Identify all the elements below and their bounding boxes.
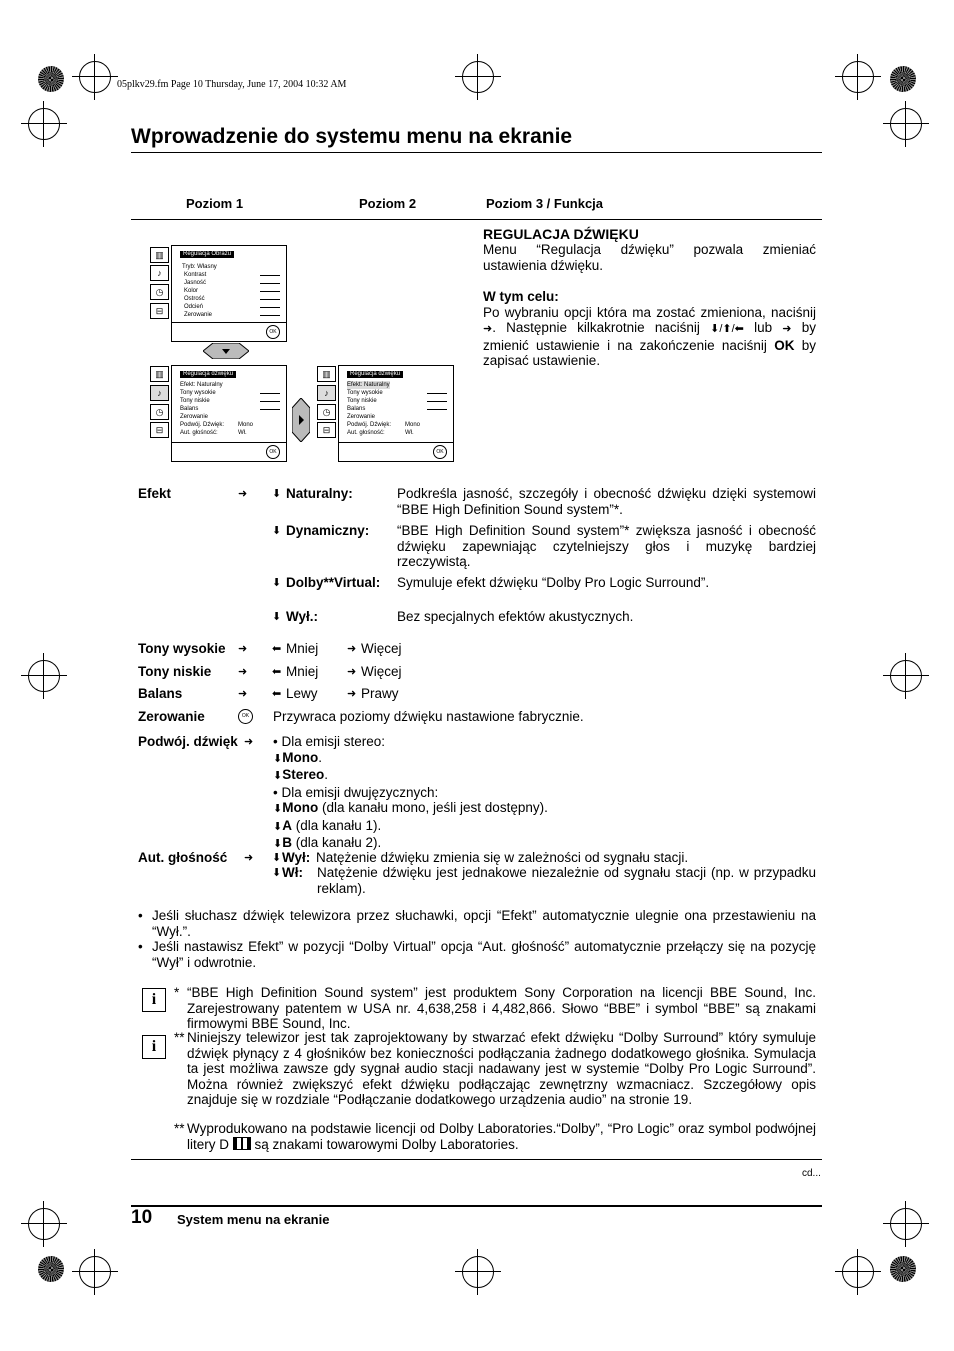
menu-item: Kolor	[184, 288, 199, 294]
registration-mark	[890, 1208, 922, 1240]
left-arrow-icon: ⬅	[272, 688, 282, 700]
slider	[427, 409, 447, 410]
option-name: B	[282, 835, 292, 850]
footnote-mark: **	[174, 1030, 185, 1045]
menu-item: Podwój. Dźwięk:	[180, 422, 225, 428]
right-arrow-icon: ➜	[238, 643, 248, 655]
option-desc: “BBE High Definition Sound system”* zwiększa jasność i obecność dźwięku zapewniając czytelniejszy głos i muzykę bardziej rzeczywistą.	[397, 523, 816, 569]
menu-value: Wł.	[238, 430, 247, 436]
efekt-label: Efekt	[138, 486, 172, 501]
menu-value: Wł.	[405, 430, 414, 436]
footer-rule	[131, 1205, 822, 1207]
setup-menu-icon[interactable]: ⊟	[317, 422, 336, 438]
picture-menu-icon[interactable]: ▥	[150, 247, 169, 263]
screen-separator	[339, 442, 453, 443]
menu-item: Podwój. Dźwięk:	[347, 422, 392, 428]
footer-section: System menu na ekranie	[177, 1212, 330, 1227]
picture-menu-screen	[171, 245, 287, 342]
menu-item: Aut. głośność:	[347, 430, 385, 436]
step-text: . Następnie kilkakrotnie naciśnij	[492, 320, 700, 335]
menu-item: Kontrast	[184, 272, 207, 278]
slider	[260, 275, 280, 276]
aut-label: Aut. głośność	[138, 850, 228, 865]
list-item: • Dla emisji dwujęzycznych:	[273, 784, 439, 800]
picture-menu-icon[interactable]: ▥	[150, 366, 169, 382]
registration-mark	[462, 1256, 494, 1288]
menu-item: Zerowanie	[184, 312, 213, 318]
menu-item: Odcień	[184, 304, 204, 310]
bullet-text: Jeśli nastawisz Efekt” w pozycji “Dolby Virtual” opcja “Aut. głośność” automatycznie przełączy się na pozycję “Wył” i odwrotnie.	[152, 939, 816, 970]
option-desc: Natężenie dźwięku jest jednakowe niezależnie od sygnału stacji (np. w przypadku reklam).	[317, 865, 816, 896]
row-right: Prawy	[361, 686, 399, 701]
list-item: • Dla emisji stereo:	[273, 734, 386, 749]
footnote-text	[187, 1121, 816, 1152]
registration-mark	[28, 108, 60, 140]
option-name: Wł:	[282, 865, 303, 880]
column-header-level3: Poziom 3 / Funkcja	[486, 196, 604, 211]
down-up-left-arrows-icon: ⬇/⬆/⬅	[710, 323, 744, 335]
picture-menu-icon[interactable]: ▥	[317, 366, 336, 382]
slider	[260, 393, 280, 394]
menu-item: Tony niskie	[347, 398, 377, 404]
registration-mark	[890, 108, 922, 140]
option-desc: Bez specjalnych efektów akustycznych.	[397, 609, 634, 624]
footnote-text: Niniejszy telewizor jest tak zaprojektowany by stwarzać efekt dźwięku “Dolby Surround” który symuluje dźwięk płynący z 4 głośników bez konieczności podłączania żadnego dodatkowego głośnika. Symulacja ta jest możliwa zawsze gdy sygnał audio stacji nadawany jest w systemie “Dolby Pro Logic Surround”. Można również zwiększyć efekt dźwięku podłączając zewnętrzny wzmacniacz. Szczegółowy opis znajduje się w rozdziale “Podłączanie dodatkowego urządzenia audio” na stronie 19.	[187, 1030, 816, 1107]
timer-menu-icon[interactable]: ◷	[150, 404, 169, 420]
column-header-rule	[131, 219, 822, 220]
sound-menu-screen-selected	[338, 365, 454, 462]
row-label: Tony niskie	[138, 664, 212, 679]
slider	[427, 393, 447, 394]
right-arrow-key-icon	[292, 398, 310, 442]
row-left: Mniej	[286, 664, 319, 679]
intro-block	[483, 226, 816, 369]
step-text: by zmienić ustawienie i na zakończenie naciśnij	[483, 320, 816, 353]
option-desc: (dla kanału mono, jeśli jest dostępny).	[318, 800, 548, 815]
sound-menu-icon[interactable]: ♪	[317, 385, 336, 401]
zerowanie-desc: Przywraca poziomy dźwięku nastawione fabrycznie.	[273, 709, 584, 724]
bullet-marker: •	[138, 908, 143, 923]
row-left: Lewy	[286, 686, 318, 701]
right-arrow-icon: ➜	[347, 688, 357, 700]
timer-menu-icon[interactable]: ◷	[150, 284, 169, 300]
option-name: Naturalny:	[286, 486, 353, 501]
menu-item: Zerowanie	[180, 414, 209, 420]
bullet-text: Jeśli słuchasz dźwięk telewizora przez słuchawki, opcji “Efekt” automatycznie ulegnie ona przestawieniu na “Wył.”.	[152, 908, 816, 939]
slider	[260, 299, 280, 300]
left-arrow-icon: ⬅	[272, 666, 282, 678]
down-arrow-icon: ⬇	[273, 752, 283, 765]
down-arrow-icon: ⬇	[273, 838, 283, 850]
menu-value: Mono	[238, 422, 254, 428]
registration-mark	[462, 61, 494, 93]
color-dial-icon	[38, 1256, 64, 1282]
registration-mark	[79, 1256, 111, 1288]
option-name: Wył:	[282, 850, 311, 865]
section-heading: REGULACJA DŹWIĘKU	[483, 226, 639, 242]
info-icon: i	[142, 1035, 166, 1059]
option-desc: Natężenie dźwięku zmienia się w zależności od sygnału stacji.	[316, 850, 689, 865]
down-arrow-icon: ⬇	[272, 867, 282, 879]
setup-menu-icon[interactable]: ⊟	[150, 422, 169, 438]
row-right: Więcej	[361, 664, 402, 679]
right-arrow-icon: ➜	[238, 688, 248, 700]
setup-menu-icon[interactable]: ⊟	[150, 303, 169, 319]
ok-icon: OK	[266, 445, 280, 459]
list-item	[273, 800, 813, 818]
step-text: lub	[754, 320, 773, 335]
down-arrow-key-icon	[203, 343, 249, 359]
registration-mark	[28, 660, 60, 692]
menu-item-selected: Efekt: Naturalny	[347, 382, 390, 388]
right-arrow-icon: ➜	[782, 323, 792, 335]
registration-mark	[79, 61, 111, 93]
option-name: Wył.:	[286, 609, 319, 624]
registration-mark	[842, 61, 874, 93]
footnote-text-part: są znakami towarowymi Dolby Laboratories.	[254, 1136, 519, 1152]
step-text: by zapisać ustawienie.	[483, 337, 816, 368]
sound-menu-icon[interactable]: ♪	[150, 385, 169, 401]
right-arrow-icon: ➜	[238, 488, 248, 500]
option-name: Mono	[282, 800, 319, 815]
right-arrow-icon: ➜	[244, 736, 254, 748]
footnote-text-part: Wyprodukowano na podstawie licencji od Dolby Laboratories.“Dolby”, “Pro Logic” oraz symbol podwójnej litery D	[187, 1121, 816, 1152]
info-icon: i	[142, 988, 166, 1012]
intro-subheading: W tym celu:	[483, 289, 559, 304]
option-desc: (dla kanału 2).	[291, 835, 382, 850]
sound-menu-icon[interactable]: ♪	[150, 265, 169, 281]
down-arrow-icon: ⬇	[272, 488, 282, 500]
continued-label: cd...	[802, 1168, 821, 1179]
color-dial-icon	[890, 66, 916, 92]
menu-item: Zerowanie	[347, 414, 376, 420]
right-arrow-icon: ➜	[244, 852, 254, 864]
podwoj-options	[273, 734, 813, 853]
ok-icon: OK	[238, 709, 253, 724]
down-arrow-icon: ⬇	[272, 852, 282, 864]
right-arrow-icon: ➜	[347, 666, 357, 678]
menu-item: Aut. głośność:	[180, 430, 218, 436]
down-arrow-icon: ⬇	[272, 525, 282, 537]
timer-menu-icon[interactable]: ◷	[317, 404, 336, 420]
list-item: ⬇Mono.	[273, 750, 813, 768]
down-arrow-icon: ⬇	[272, 577, 282, 589]
option-desc: (dla kanału 1).	[291, 817, 382, 833]
option-name: Mono	[282, 749, 319, 765]
right-arrow-icon: ➜	[483, 323, 493, 335]
slider	[260, 291, 280, 292]
slider	[427, 401, 447, 402]
option-name: A	[282, 817, 292, 833]
slider	[260, 409, 280, 410]
screen-separator	[172, 442, 286, 443]
intro-text: Menu “Regulacja dźwięku” pozwala zmieniać ustawienia dźwięku.	[483, 242, 816, 273]
footnote-mark: **	[174, 1121, 185, 1136]
menu-item: Tony niskie	[180, 398, 210, 404]
screen-title-bar: Regulacja Obrazu	[180, 251, 234, 258]
right-arrow-icon: ➜	[347, 643, 357, 655]
slider	[260, 283, 280, 284]
zerowanie-label: Zerowanie	[138, 709, 205, 724]
intro-steps	[483, 305, 816, 369]
down-arrow-icon: ⬇	[272, 611, 282, 623]
right-arrow-icon: ➜	[238, 666, 248, 678]
slider	[260, 401, 280, 402]
option-desc: Symuluje efekt dźwięku “Dolby Pro Logic Surround”.	[397, 575, 710, 590]
down-arrow-icon: ⬇	[273, 803, 283, 815]
slider	[260, 307, 280, 308]
color-dial-icon	[890, 1256, 916, 1282]
menu-item: Efekt: Naturalny	[180, 382, 223, 388]
step-text: Po wybraniu opcji która ma zostać zmieniona, naciśnij	[483, 304, 816, 320]
row-right: Więcej	[361, 641, 402, 656]
left-arrow-icon: ⬅	[272, 643, 282, 655]
ok-word: OK	[774, 337, 795, 353]
menu-item: Tony wysokie	[347, 390, 383, 396]
footnote-mark: *	[174, 985, 180, 1000]
row-label: Tony wysokie	[138, 641, 226, 656]
title-rule	[131, 152, 822, 153]
slider	[260, 315, 280, 316]
option-desc: Podkreśla jasność, szczegóły i obecność dźwięku dzięki systemowi “BBE High Definition Sound system”*.	[397, 486, 816, 517]
menu-item: Balans	[347, 406, 366, 412]
menu-item: Balans	[180, 406, 199, 412]
down-arrow-icon: ⬇	[273, 820, 283, 833]
screen-title-bar: Regulacja dźwięku	[347, 371, 403, 378]
column-header-level1: Poziom 1	[186, 196, 244, 211]
podwoj-label: Podwój. dźwięk	[138, 734, 238, 749]
option-name: Dynamiczny:	[286, 523, 370, 538]
menu-value: Mono	[405, 422, 421, 428]
color-dial-icon	[38, 66, 64, 92]
screen-title-bar: Regulacja dźwięku	[180, 371, 236, 378]
option-name: Stereo	[282, 767, 325, 782]
list-item: ⬇Stereo.	[273, 767, 813, 785]
registration-mark	[890, 660, 922, 692]
dolby-double-d-icon	[233, 1137, 251, 1150]
menu-item: Ostrość	[184, 296, 205, 302]
screen-separator	[172, 322, 286, 323]
page-number: 10	[131, 1207, 153, 1228]
registration-mark	[28, 1208, 60, 1240]
menu-item: Tony wysokie	[180, 390, 216, 396]
sound-menu-screen	[171, 365, 287, 462]
down-arrow-icon: ⬇	[273, 770, 283, 782]
footnote-text: “BBE High Definition Sound system” jest produktem Sony Corporation na licencji BBE Sound, Inc. Zarejestrowany patentem w USA nr. 4,638,258 i 4,482,866. Słowo “BBE” i symbol “BBE” są znakami firmowymi BBE Sound, Inc.	[187, 985, 816, 1031]
menu-item: Tryb: Własny	[182, 264, 217, 270]
file-info-line: 05plkv29.fm Page 10 Thursday, June 17, 2004 10:32 AM	[117, 79, 347, 90]
registration-mark	[842, 1256, 874, 1288]
row-label: Balans	[138, 686, 183, 701]
bullet-marker: •	[138, 939, 143, 954]
row-left: Mniej	[286, 641, 319, 656]
list-item	[273, 818, 813, 836]
notes-bottom-rule	[131, 1159, 822, 1160]
page-title: Wprowadzenie do systemu menu na ekranie	[131, 125, 573, 148]
column-header-level2: Poziom 2	[359, 196, 417, 211]
ok-icon: OK	[266, 325, 280, 339]
menu-item: Jasność	[184, 280, 207, 286]
option-name: Dolby**Virtual:	[286, 575, 381, 590]
ok-icon: OK	[433, 445, 447, 459]
